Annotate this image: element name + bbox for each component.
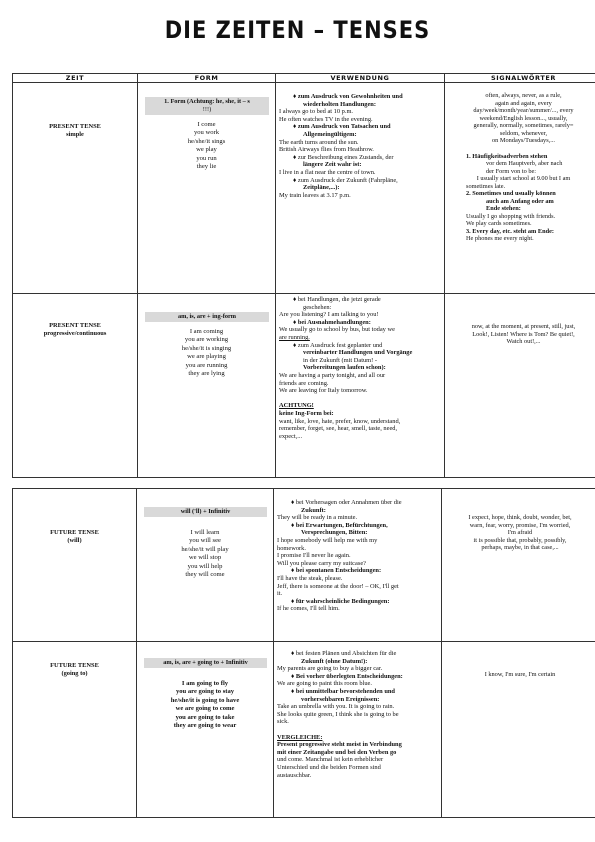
zeit-cell	[13, 642, 137, 818]
usage-example: I always go to bed at 10 p.m.	[279, 108, 354, 116]
form-example: we will stop	[188, 554, 222, 562]
usage-line: Vorbereitungen laufen schon):	[303, 364, 386, 372]
usage-example: We are leaving for Italy tomorrow.	[279, 387, 368, 395]
usage-line: wiederholten Handlungen:	[303, 100, 376, 108]
usage-note: mit einer Zeitangabe und bei den Verben go	[277, 748, 397, 756]
signal-example: We play cards sometimes.	[466, 220, 532, 227]
zeit-cell	[13, 83, 138, 294]
signal-example: He phones me every night.	[466, 235, 534, 242]
signal-line: I know, I'm sure, I'm certain	[484, 671, 556, 678]
usage-line: längere Zeit wahr ist:	[303, 161, 362, 169]
form-example: he/she/it is going to have	[170, 696, 240, 704]
zeit-label: FUTURE TENSE	[50, 529, 99, 536]
form-rule: am, is, are + ing-form	[145, 312, 269, 322]
usage-example: He often watches TV in the evening.	[279, 115, 373, 123]
zeit-sublabel: simple	[66, 130, 84, 138]
usage-example: Will you please carry my suitcase?	[277, 559, 367, 567]
usage-line: ♦ Bei vorher überlegten Entscheidungen:	[291, 672, 403, 680]
usage-note: keine Ing-Form bei:	[279, 409, 334, 417]
usage-line: Zukunft:	[301, 506, 326, 514]
zeit-label: FUTURE TENSE	[50, 662, 99, 669]
usage-line: in der Zukunft (mit Datum! -	[303, 356, 378, 364]
signalwoerter-cell	[445, 83, 595, 294]
form-cell	[138, 83, 276, 294]
signal-line: it is possible that, probably, possibly,	[473, 536, 567, 544]
signal-rule: 2. Sometimes und usually können	[466, 190, 556, 197]
usage-example: If he comes, I'll tell him.	[277, 605, 340, 613]
form-example: you run	[196, 154, 217, 162]
usage-line: Allgemeingültigem:	[303, 130, 357, 138]
table-header-row	[13, 74, 595, 83]
form-example: they lie	[196, 163, 217, 171]
form-example: he/she/it will play	[181, 545, 229, 553]
usage-example: My train leaves at 3.17 p.m.	[279, 191, 351, 199]
usage-line: ♦ zum Ausdruck der Zukunft (Fahrpläne,	[293, 176, 398, 184]
usage-note: want, like, love, hate, prefer, know, understand,	[279, 417, 401, 425]
signal-line: Watch out!,...	[506, 338, 541, 345]
form-rule: will ('ll) + Infinitiv	[144, 507, 267, 517]
verwendung-cell	[274, 642, 442, 818]
form-example: he/she/it sings	[187, 137, 226, 145]
form-example: you are running	[185, 361, 228, 369]
form-example: I am coming	[189, 328, 224, 335]
usage-example: Jeff, there is someone at the door! – OK, I'll get	[277, 582, 399, 590]
usage-line: ♦ bei festen Plänen und Absichten für die	[291, 650, 397, 657]
table-row-present-progressive	[13, 294, 595, 478]
header-zeit: ZEIT	[13, 74, 138, 83]
usage-example: I'll have the steak, please.	[277, 574, 343, 582]
usage-example: are running.	[279, 333, 310, 341]
usage-line: ♦ bei Vorhersagen oder Annahmen über die	[291, 499, 402, 506]
usage-line: ♦ zum Ausdruck fest geplanter und	[293, 341, 383, 349]
usage-example: We usually go to school by bus, but today we	[279, 326, 395, 334]
usage-line: ♦ bei unmittelbar bevorstehenden und	[291, 687, 395, 695]
signal-line: perhaps, maybe, in that case,...	[481, 544, 559, 551]
form-example: we are going to come	[175, 705, 235, 713]
usage-line: ♦ bei Ausnahmehandlungen:	[293, 318, 371, 326]
usage-note: remember, forget, see, hear, smell, taste, need,	[279, 425, 398, 433]
zeit-sublabel: (will)	[67, 536, 82, 544]
usage-line: Zukunft (ohne Datum!):	[301, 657, 368, 665]
form-example: they are lying	[188, 370, 225, 378]
usage-line: Zeitpläne,...):	[303, 184, 340, 192]
form-example: they will come	[185, 571, 225, 579]
signal-line: again and again, every	[495, 99, 552, 107]
zeit-sublabel: (going to)	[61, 669, 88, 677]
signal-line: Look!, Listen! Where is Tom? Be quiet!,	[472, 330, 575, 338]
form-rule-line: 1. Form (Achtung: he, she, it – s	[164, 98, 250, 105]
form-cell	[137, 642, 274, 818]
form-example: you are working	[184, 336, 229, 344]
verwendung-cell	[274, 489, 442, 642]
form-example: I come	[197, 121, 216, 128]
usage-spacer	[277, 726, 439, 734]
usage-example: The earth turns around the sun.	[279, 138, 359, 146]
form-example: we play	[196, 146, 217, 154]
table-row-present-simple	[13, 83, 595, 294]
form-example: he/she/it is singing	[181, 344, 232, 352]
signal-line: often, always, never, as a rule,	[485, 92, 562, 99]
form-rule-line: !!!)	[202, 106, 212, 113]
header-verwendung: VERWENDUNG	[276, 74, 445, 83]
usage-example: it.	[277, 590, 283, 598]
form-cell	[138, 294, 276, 478]
usage-example: friends are coming.	[279, 379, 329, 387]
form-example: they are going to wear	[173, 722, 237, 730]
usage-line: ♦ bei spontanen Entscheidungen:	[291, 567, 382, 575]
usage-example: I live in a flat near the centre of town.	[279, 168, 376, 176]
usage-example: British Airways flies from Heathrow.	[279, 146, 374, 154]
usage-example: We are going to paint this room blue.	[277, 680, 372, 688]
usage-note: expect,...	[279, 432, 303, 440]
usage-note: austauschbar.	[277, 771, 312, 779]
usage-note-heading: VERGLEICHE:	[277, 733, 323, 741]
usage-example: sick.	[277, 718, 289, 726]
usage-spacer	[279, 395, 442, 403]
page-title: DIE ZEITEN – TENSES	[164, 16, 431, 44]
usage-example: homework.	[277, 544, 306, 552]
signal-line: I expect, hope, think, doubt, wonder, bet,	[468, 514, 572, 521]
tenses-table-top	[12, 73, 595, 478]
signal-rule: der Form von to be:	[486, 167, 537, 175]
signal-example: Usually I go shopping with friends.	[466, 212, 556, 220]
usage-example: My parents are going to buy a bigger car.	[277, 665, 383, 673]
signal-line: on Mondays/Tuesdays,...	[492, 137, 555, 144]
usage-example: Take an umbrella with you. It is going to rain.	[277, 703, 395, 711]
usage-example: I hope somebody will help me with my	[277, 536, 378, 544]
form-example: you will help	[187, 562, 223, 570]
signal-rule: Ende stehen:	[486, 205, 521, 212]
table-row-future-will	[13, 489, 595, 642]
signal-rule: 3. Every day, etc. steht am Ende:	[466, 227, 554, 235]
form-cell	[137, 489, 274, 642]
verwendung-cell	[276, 294, 445, 478]
form-example: you are going to stay	[175, 688, 235, 696]
usage-note-heading: ACHTUNG!	[279, 402, 314, 410]
form-example: you will see	[189, 537, 221, 545]
usage-line: ♦ zum Ausdruck von Gewohnheiten und	[293, 93, 403, 100]
usage-example: She looks quite green, I think she is going to be	[277, 710, 399, 718]
form-example: you are going to take	[175, 713, 235, 721]
signal-example: I usually start school at 9.00 but I am	[476, 175, 571, 182]
signal-line: generally, normally, sometimes, rarely=	[473, 122, 574, 129]
usage-line: ♦ zum Ausdruck von Tatsachen und	[293, 123, 391, 131]
usage-line: ♦ für wahrscheinliche Bedingungen:	[291, 597, 390, 605]
usage-line: ♦ bei Erwartungen, Befürchtungen,	[291, 521, 388, 529]
form-rule: am, is, are + going to + Infinitiv	[144, 658, 267, 668]
usage-note: Unterschied und die beiden Formen sind	[277, 763, 381, 771]
verwendung-cell	[276, 83, 445, 294]
usage-line: ♦ bei Handlungen, die jetzt gerade	[293, 296, 381, 303]
signal-rule: vor dem Hauptverb, aber nach	[486, 160, 563, 167]
signal-line: weekend/English lesson..., usually,	[479, 114, 568, 122]
signal-line: day/week/month/year/summer/..., every	[473, 107, 574, 114]
usage-line: ♦ zur Beschreibung eines Zustands, der	[293, 153, 394, 161]
zeit-label: PRESENT TENSE	[49, 123, 101, 130]
header-form: FORM	[138, 74, 276, 83]
form-example: I will learn	[190, 529, 220, 536]
usage-example: We are having a party tonight, and all our	[279, 371, 386, 379]
usage-example: Are you listening? I am talking to you!	[279, 311, 379, 319]
signal-line: seldom, whenever,	[499, 129, 548, 137]
tenses-table-bottom	[12, 488, 595, 818]
form-example: we are playing	[187, 353, 226, 361]
signalwoerter-cell	[442, 642, 595, 818]
signal-line: now, at the moment, at present, still, just,	[471, 323, 576, 330]
signalwoerter-cell	[442, 489, 595, 642]
usage-line: vereinbarter Handlungen und Vorgänge	[303, 349, 413, 357]
usage-example: I promise I'll never lie again.	[277, 552, 351, 560]
signal-line: I'm afraid	[507, 529, 533, 536]
signal-rule: 1. Häufigkeitsadverben stehen	[466, 152, 548, 160]
zeit-sublabel: progressive/continuous	[43, 329, 107, 337]
zeit-cell	[13, 294, 138, 478]
form-example: I am going to fly	[181, 680, 229, 687]
signalwoerter-cell	[445, 294, 595, 478]
table-row-future-going-to	[13, 642, 595, 818]
zeit-cell	[13, 489, 137, 642]
zeit-label: PRESENT TENSE	[49, 322, 101, 329]
usage-note: Present progressive steht meist in Verbindung	[277, 741, 402, 749]
signal-line: warn, fear, worry, promise, I'm worried,	[469, 521, 571, 529]
usage-note: und come. Manchmal ist kein erheblicher	[277, 756, 384, 764]
usage-line: geschehen:	[303, 303, 332, 311]
usage-example: They will be ready in a minute.	[277, 514, 358, 522]
header-signalwoerter: SIGNALWÖRTER	[445, 74, 595, 83]
usage-line: vorhersehbaren Ereignissen:	[301, 695, 380, 703]
form-rule	[145, 97, 269, 115]
usage-line: Versprechungen, Bitten:	[301, 529, 368, 537]
signal-rule: auch am Anfang oder am	[486, 197, 554, 205]
form-example: you work	[193, 129, 220, 137]
signal-example: sometimes late.	[466, 182, 506, 190]
